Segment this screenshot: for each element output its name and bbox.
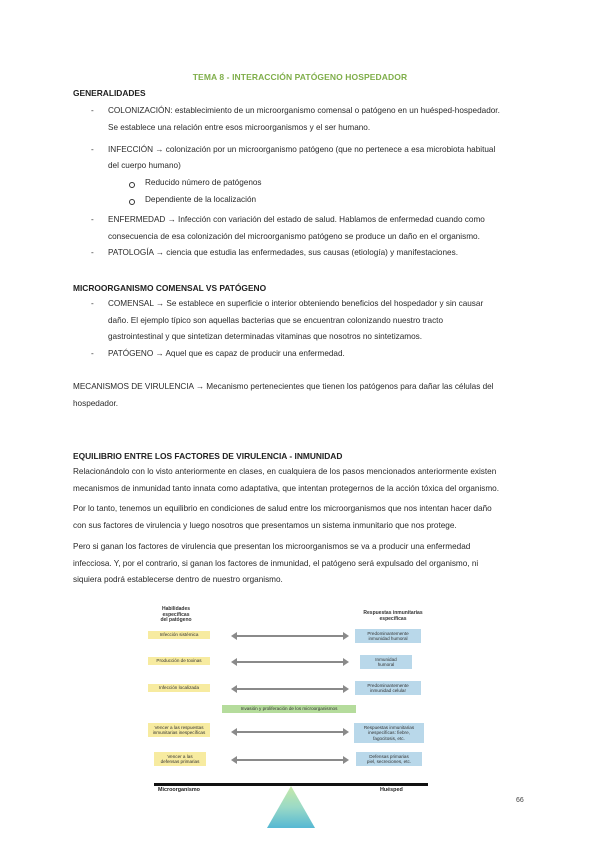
right-box-inmunidad-humoral — [360, 655, 412, 669]
right-box-label: Predominantemente — [367, 682, 409, 688]
double-arrow — [236, 635, 344, 637]
right-box-label: Respuestas inmunitarias — [363, 724, 415, 730]
heading-equilibrio: EQUILIBRIO ENTRE LOS FACTORES DE VIRULENCIA - INMUNIDAD — [73, 451, 343, 461]
patologia-line: PATOLOGÍA → ciencia que estudia las enfermedades, sus causas (etiología) y manifestaciones. — [108, 248, 458, 257]
colonizacion-line-2: Se establece una relación entre esos microorganismos y el ser humano. — [108, 123, 371, 132]
left-box-produccion-toxinas — [148, 657, 210, 665]
left-box-infeccion-localizada — [148, 684, 210, 692]
left-box-defensas-primarias — [154, 752, 206, 766]
left-header-line-1: Habilidades — [161, 606, 191, 612]
left-box-label: defensas primarias — [160, 759, 200, 764]
bullet-dash: - — [91, 248, 94, 257]
infeccion-line-1: INFECCIÓN → colonización por un microorganismo patógeno (que no pertenece a esa microbiota habitual — [108, 145, 496, 154]
page-title: TEMA 8 - INTERACCIÓN PATÓGENO HOSPEDADOR — [192, 72, 408, 82]
left-column-header — [140, 607, 212, 624]
scale-label-huesped: Huésped — [380, 787, 403, 793]
left-box-label: inmunitarias inespecíficas — [152, 730, 206, 735]
double-arrow — [236, 661, 344, 663]
right-header-line-2: específicas — [379, 615, 407, 622]
infeccion-sub-1: Reducido número de patógenos — [145, 178, 262, 187]
equilibrio-p1-line-1: Relacionándolo con lo visto anteriormente en clases, en cualquiera de los pasos mencionados anteriormente existen — [73, 467, 497, 476]
enfermedad-line-2: consecuencia de esa colonización del microorganismo patógeno se produce un daño en el organismo. — [108, 232, 480, 241]
left-box-infeccion-sistemica — [148, 631, 210, 639]
sub-bullet-circle — [129, 182, 135, 188]
infeccion-sub-2: Dependiente de la localización — [145, 195, 257, 204]
equilibrio-p3-line-2: infecciosa. Y, por el contrario, si ganan los factores de inmunidad, el patógeno será expulsado del organismo, ni — [73, 559, 479, 568]
right-box-respuestas-inespecificas — [354, 723, 424, 743]
patogeno-line: PATÓGENO → Aquel que es capaz de producir una enfermedad. — [108, 349, 345, 358]
left-box-label: Producción de toxinas — [156, 658, 202, 664]
balance-diagram — [140, 603, 445, 828]
right-box-label: inmunidad celular — [369, 688, 406, 693]
enfermedad-line-1: ENFERMEDAD → Infección con variación del estado de salud. Hablamos de enfermedad cuando como — [108, 215, 485, 224]
right-box-inmunidad-humoral-pred — [355, 629, 421, 643]
scale-fulcrum-triangle — [267, 786, 315, 828]
equilibrio-p3-line-3: siquiera podrá establecerse dentro de nuestro organismo. — [73, 575, 283, 584]
comensal-line-1: COMENSAL → Se establece en superficie o interior obteniendo beneficios del hospedador y sin causar — [108, 299, 484, 308]
double-arrow — [236, 759, 344, 761]
comensal-line-3: gastrointestinal y que sintetizan determinadas vitaminas que nosotros no sintetizamos. — [108, 332, 423, 341]
scale-beam — [154, 783, 428, 786]
left-box-label: Vencer a las respuestas — [154, 724, 204, 730]
bullet-dash: - — [91, 215, 94, 224]
middle-box-label: Invasión y proliferación de los microorganismos — [240, 706, 338, 712]
equilibrio-p3-line-1: Pero si ganan los factores de virulencia que presentan los microorganismos se va a producir una enfermedad — [73, 542, 471, 551]
equilibrio-p2-line-1: Por lo tanto, tenemos un equilibrio en condiciones de salud entre los microorganismos que nos intentan hacer daño — [73, 504, 492, 513]
left-box-label: Infección sistémica — [159, 632, 199, 638]
mecanismos-line-1: MECANISMOS DE VIRULENCIA → Mecanismo pertenecientes que tienen los patógenos para dañar las células del — [73, 382, 494, 391]
left-header-line-3: del patógeno — [160, 617, 192, 624]
left-box-label: Vencer a las — [167, 753, 193, 759]
mecanismos-line-2: hospedador. — [73, 399, 119, 408]
heading-comensal-patogeno: MICROORGANISMO COMENSAL VS PATÓGENO — [73, 283, 267, 293]
bullet-dash: - — [91, 349, 94, 358]
double-arrow — [236, 731, 344, 733]
middle-box-invasion — [222, 705, 356, 713]
right-box-label: Inmunidad — [375, 656, 397, 662]
right-column-header — [348, 611, 438, 622]
double-arrow — [236, 688, 344, 690]
equilibrio-p2-line-2: con sus factores de virulencia y luego nosotros que presentamos un sistema inmunitario que nos protege. — [73, 521, 457, 530]
sub-bullet-circle — [129, 199, 135, 205]
infeccion-line-2: del cuerpo humano) — [108, 161, 181, 170]
colonizacion-line-1: COLONIZACIÓN: establecimiento de un microorganismo comensal o patógeno en un huésped-hospedador. — [108, 106, 500, 115]
bullet-dash: - — [91, 299, 94, 308]
page-number: 66 — [516, 797, 524, 804]
right-box-label: inespecíficas: fiebre, — [368, 730, 410, 736]
right-box-label: piel, secreciones, etc. — [366, 759, 412, 764]
comensal-line-2: daño. El ejemplo típico son aquellas bacterias que se encuentran colonizando nuestro tracto — [108, 316, 443, 325]
left-header-line-2: específicas — [162, 611, 190, 618]
right-box-label: Defensas primarias — [369, 753, 409, 759]
right-box-inmunidad-celular — [355, 681, 421, 695]
right-box-label: Predominantemente — [367, 630, 409, 636]
right-box-label: inmunidad humoral — [368, 636, 408, 641]
scale-label-microorganismo: Microorganismo — [158, 787, 200, 793]
equilibrio-p1-line-2: mecanismos de inmunidad tanto innata como adaptativa, que intentan protegernos de la acción tóxica del organismo. — [73, 484, 500, 493]
left-box-label: Infección localizada — [158, 685, 200, 691]
right-box-label: humoral — [377, 662, 395, 667]
right-box-defensas-primarias — [356, 752, 422, 766]
bullet-dash: - — [91, 106, 94, 115]
right-header-line-1: Respuestas inmunitarias — [363, 610, 423, 616]
bullet-dash: - — [91, 145, 94, 154]
right-box-label: fagocitosis, etc. — [373, 735, 405, 741]
heading-generalidades: GENERALIDADES — [73, 88, 146, 98]
left-box-respuestas-inespecificas — [148, 723, 210, 737]
